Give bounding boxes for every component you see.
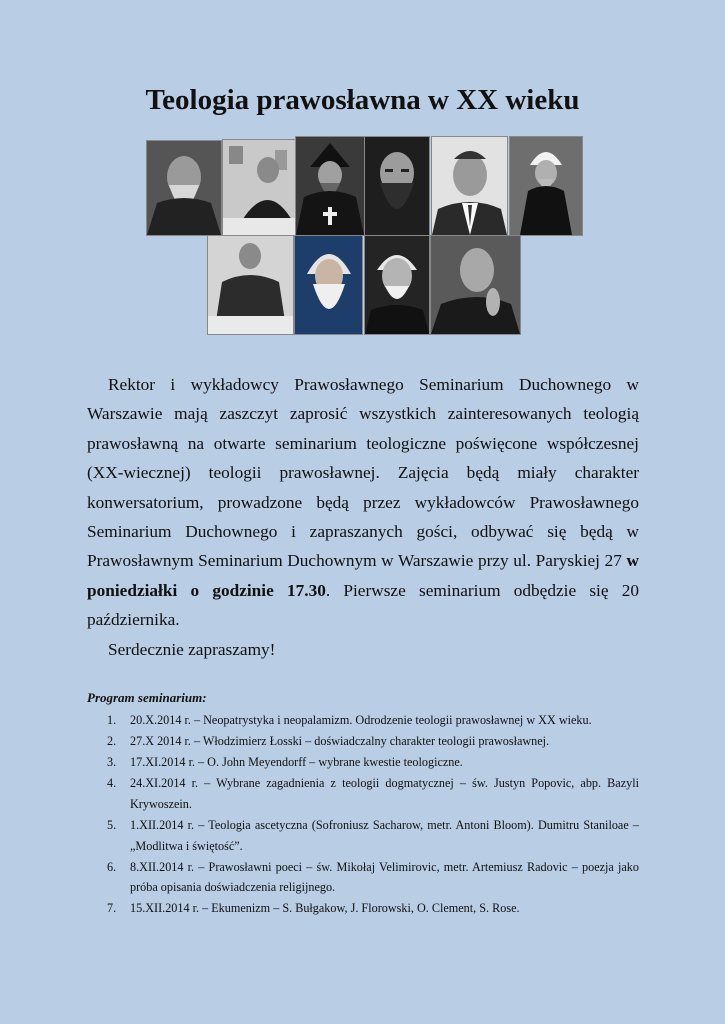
program-item-number: 6.: [107, 859, 117, 874]
program-item-text: 1.XII.2014 r. – Teologia ascetyczna (Sofroniusz Sacharow, metr. Antoni Bloom). Dumitru Staniloae – „Modlitwa i świętość”.: [130, 817, 639, 853]
program-list: [87, 710, 639, 919]
portrait-photo-1: [146, 140, 222, 236]
portrait-photo-5: [431, 136, 508, 236]
portrait-photo-10: [430, 235, 521, 335]
program-item: [87, 710, 639, 731]
program-item-number: 7.: [107, 901, 117, 916]
program-item-number: 4.: [107, 776, 117, 791]
program-item-text: 17.XI.2014 r. – O. John Meyendorff – wybrane kwestie teologiczne.: [130, 755, 463, 770]
portrait-photo-6: [509, 136, 583, 236]
program-item-text: 20.X.2014 r. – Neopatrystyka i neopalamizm. Odrodzenie teologii prawosławnej w XX wieku.: [130, 713, 592, 727]
portrait-photo-7: [207, 235, 294, 335]
closing-line: Serdecznie zapraszamy!: [108, 639, 276, 659]
program-item: [87, 731, 639, 752]
portrait-photo-9: [364, 235, 430, 335]
intro-text-end: . Pierwsze seminarium odbędzie się 20 października.: [87, 580, 640, 630]
program-item-number: 2.: [107, 734, 117, 749]
program-item: [87, 773, 639, 814]
program-item-text: 15.XII.2014 r. – Ekumenizm – S. Bułgakow, J. Florowski, O. Clement, S. Rose.: [130, 901, 520, 916]
program-item: [87, 898, 639, 919]
intro-paragraph: [87, 370, 639, 635]
intro-text: [87, 370, 639, 664]
program-item-text: 8.XII.2014 r. – Prawosławni poeci – św. Mikołaj Velimirovic, metr. Artemiusz Radovic – poezja jako próba opisania doświadczenia religijnego.: [130, 859, 639, 895]
program-item-number: 5.: [107, 817, 117, 832]
program-item: [87, 752, 639, 773]
program-item: [87, 857, 639, 898]
portrait-photo-8: [294, 235, 363, 335]
program-item: [87, 815, 639, 856]
program-item-number: 3.: [107, 755, 117, 770]
intro-schedule-bold: w poniedziałki o godzinie 17.30: [87, 551, 639, 600]
program-item-number: 1.: [107, 713, 117, 727]
portrait-photo-3: [295, 136, 365, 236]
page-title: Teologia prawosławna w XX wieku: [145, 84, 580, 116]
program-item-text: 27.X 2014 r. – Włodzimierz Łosski – doświadczalny charakter teologii prawosławnej.: [130, 734, 550, 749]
portrait-photo-4: [364, 136, 430, 236]
program-item-text: 24.XI.2014 r. – Wybrane zagadnienia z teologii dogmatycznej – św. Justyn Popovic, abp. Bazyli Krywoszein.: [130, 776, 639, 811]
intro-text-start: Rektor i wykładowcy Prawosławnego Seminarium Duchownego w Warszawie mają zaszczyt zaprosić wszystkich zainteresowanych teologią prawosławną na otwarte seminarium teologiczne poświęcone współczesnej (XX-wiecznej) teologii prawosławnej. Zajęcia będą miały charakter konwersatorium, prowadzone będą przez wykładowców Prawosławnego Seminarium Duchownego i zapraszanych gości, odbywać się będą w Prawosławnym Seminarium Duchownym w Warszawie przy ul. Paryskiej 27: [87, 375, 639, 571]
program-heading: Program seminarium:: [87, 690, 207, 705]
portrait-photo-2: [222, 139, 296, 236]
